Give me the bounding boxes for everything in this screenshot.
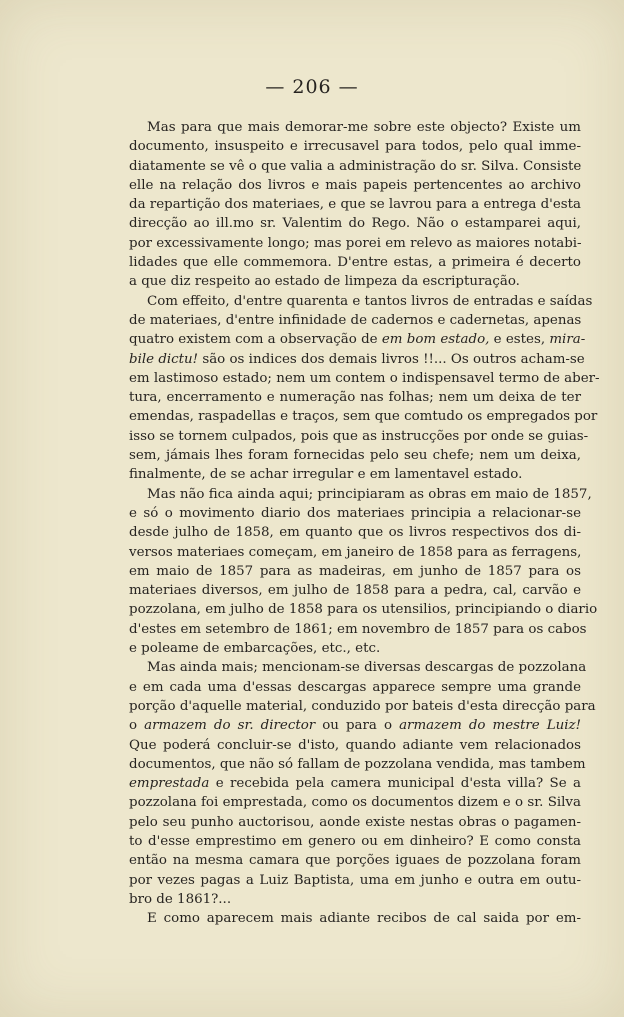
line-text: a que diz respeito ao estado de limpeza da escripturação. — [129, 274, 520, 290]
line-text: e poleame de embarcações, etc., etc. — [129, 641, 381, 657]
text-line — [129, 543, 581, 562]
text-line — [129, 678, 581, 697]
text-line — [129, 658, 587, 677]
line-text: pozzolana foi emprestada, como os documentos dizem e o sr. Silva — [129, 795, 581, 811]
text-line — [129, 736, 581, 755]
page-number: — 206 — — [265, 76, 359, 98]
text-line — [129, 851, 581, 870]
text-line — [129, 581, 581, 600]
line-text: por excessivamente longo; mas porei em relevo as maiores notabi- — [129, 235, 582, 251]
text-line — [129, 427, 589, 446]
line-text: isso se tornem culpados, pois que as instrucções por onde se guias- — [129, 428, 589, 444]
italic-text: armazem do sr. director — [144, 718, 316, 734]
text-line — [129, 890, 581, 909]
line-text: elle na relação dos livros e mais papeis pertencentes ao archivo — [129, 177, 581, 193]
text-line — [129, 157, 581, 176]
italic-text: mira- — [549, 332, 586, 348]
text-line — [129, 774, 581, 793]
text-line — [129, 909, 581, 928]
text-line — [129, 485, 592, 504]
text-line — [129, 600, 598, 619]
line-text: desde julho de 1858, em quanto que os livros respectivos dos di- — [129, 525, 581, 541]
text-line — [129, 388, 581, 407]
line-text: diatamente se vê o que valia a administração do sr. Silva. Consiste — [129, 158, 582, 174]
text-line — [129, 195, 581, 214]
text-line — [129, 311, 581, 330]
line-text: porção d'aquelle material, conduzido por bateis d'esta direcção para — [129, 698, 596, 714]
text-line — [129, 407, 598, 426]
text-line — [129, 523, 581, 542]
line-text: E como aparecem mais adiante recibos de cal saida por em- — [147, 911, 581, 927]
line-text: pelo seu punho auctorisou, aonde existe nestas obras o pagamen- — [129, 814, 581, 830]
line-text: finalmente, de se achar irregular e em lamentavel estado. — [129, 467, 523, 483]
text-line — [129, 272, 581, 291]
text-line — [129, 697, 596, 716]
text-line — [129, 446, 581, 465]
line-text: Que poderá concluir-se d'isto, quando adiante vem relacionados — [129, 737, 581, 753]
text-line — [129, 716, 581, 735]
italic-text: bile dictu! — [129, 351, 199, 367]
line-text: Com effeito, d'entre quarenta e tantos livros de entradas e saídas — [147, 293, 593, 309]
line-text: documentos, que não só fallam de pozzolana vendida, mas tambem — [129, 756, 586, 772]
text-line — [129, 755, 586, 774]
text-line — [129, 369, 600, 388]
text-line — [129, 813, 581, 832]
italic-text: armazem do mestre Luiz! — [399, 718, 581, 734]
line-text: bro de 1861?... — [129, 891, 232, 907]
line-text: são os indices dos demais livros !!... Os outros acham-se — [198, 351, 585, 367]
text-line — [129, 620, 587, 639]
line-text: e em cada uma d'essas descargas apparece sempre uma grande — [129, 679, 581, 695]
line-text: lidades que elle commemora. D'entre estas, a primeira é decerto — [129, 255, 581, 271]
line-text: to d'esse emprestimo em genero ou em dinheiro? E como consta — [129, 833, 581, 849]
line-text: Mas não fica ainda aqui; principiaram as obras em maio de 1857, — [147, 486, 592, 502]
text-line — [129, 118, 581, 137]
line-text: pozzolana, em julho de 1858 para os utensilios, principiando o diario — [129, 602, 598, 618]
line-text: por vezes pagas a Luiz Baptista, uma em junho e outra em outu- — [129, 872, 581, 888]
line-text: em lastimoso estado; nem um contem o indispensavel termo de aber- — [129, 370, 600, 386]
body-text — [129, 118, 600, 928]
text-line — [129, 832, 581, 851]
line-text: tura, encerramento e numeração nas folhas; nem um deixa de ter — [129, 390, 581, 406]
line-text: emendas, raspadellas e traços, sem que comtudo os empregados por — [129, 409, 598, 425]
text-line — [129, 176, 581, 195]
text-line — [129, 465, 581, 484]
line-text: documento, insuspeito e irrecusavel para todos, pelo qual imme- — [129, 139, 581, 155]
text-line — [129, 504, 581, 523]
line-text: então na mesma camara que porções iguaes de pozzolana foram — [129, 853, 581, 869]
line-text: e só o movimento diario dos materiaes principia a relacionar-se — [129, 505, 581, 521]
line-text: da repartição dos materiaes, e que se lavrou para a entrega d'esta — [129, 197, 581, 213]
line-text: o — [129, 718, 145, 734]
line-text: ou para o — [315, 718, 400, 734]
text-line — [129, 350, 585, 369]
line-text: direcção ao ill.mo sr. Valentim do Rego. Não o estamparei aqui, — [129, 216, 581, 232]
line-text: sem, jámais lhes foram fornecidas pelo seu chefe; nem um deixa, — [129, 448, 581, 464]
text-line — [129, 137, 581, 156]
text-line — [129, 562, 581, 581]
line-text: materiaes diversos, em julho de 1858 para a pedra, cal, carvão e — [129, 583, 581, 599]
line-text: quatro existem com a observação de — [129, 332, 382, 348]
line-text: Mas para que mais demorar-me sobre este objecto? Existe um — [147, 120, 581, 135]
line-text: d'estes em setembro de 1861; em novembro de 1857 para os cabos — [129, 621, 587, 637]
text-line — [129, 639, 581, 658]
text-line — [129, 793, 581, 812]
line-text: e estes, — [489, 332, 550, 348]
line-text: versos materiaes começam, em janeiro de 1858 para as ferragens, — [129, 544, 582, 560]
italic-text: em bom estado, — [381, 332, 490, 348]
line-text: de materiaes, d'entre infinidade de cadernos e cadernetas, apenas — [129, 312, 582, 328]
text-line — [129, 330, 586, 349]
text-line — [129, 253, 581, 272]
text-line — [129, 871, 581, 890]
text-line — [129, 214, 581, 233]
line-text: em maio de 1857 para as madeiras, em junho de 1857 para os — [129, 563, 581, 579]
italic-text: emprestada — [129, 776, 210, 792]
text-line — [129, 234, 581, 253]
line-text: Mas ainda mais; mencionam-se diversas descargas de pozzolana — [147, 660, 587, 676]
line-text: e recebida pela camera municipal d'esta villa? Se a — [209, 776, 581, 792]
text-line — [129, 292, 593, 311]
